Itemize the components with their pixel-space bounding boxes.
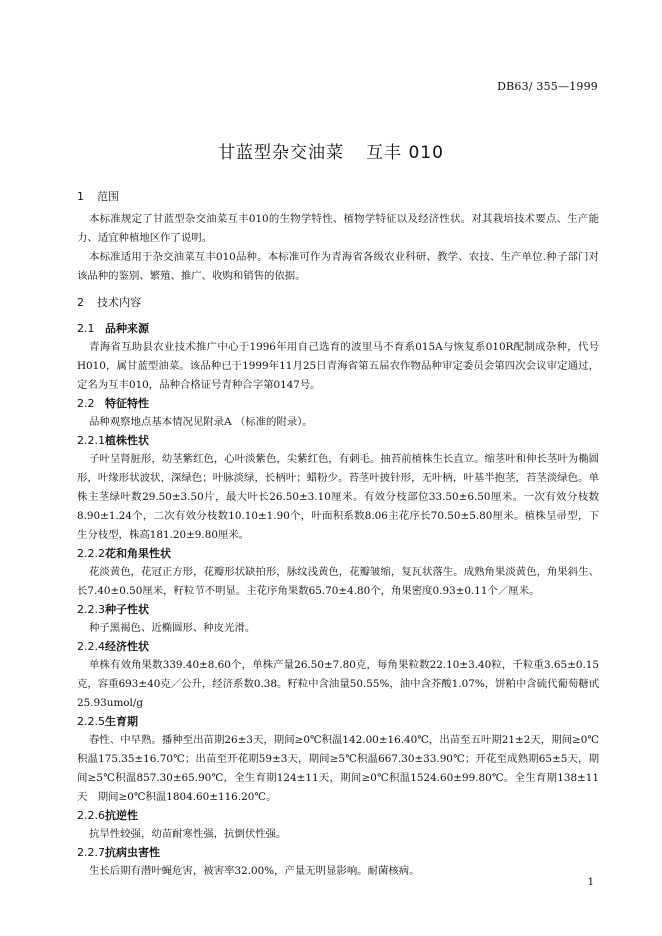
section-title: 品种来源 (105, 322, 149, 335)
page-number: 1 (587, 877, 594, 888)
section-title: 技术内容 (97, 296, 141, 309)
section-heading (77, 713, 599, 731)
paragraph: 本标准适用于杂交油菜互丰010品种。本标准可作为青海省各级农业科研、教学、农技、生产单位.种子部门对该品种的鉴别、繁殖、推广、收购和销售的依据。 (77, 251, 599, 282)
section-heading (77, 545, 599, 563)
section-title: 花和角果性状 (105, 547, 171, 560)
paragraph: 子叶呈肾脏形，幼茎紫红色，心叶淡紫色，尖紫红色，有刺毛。抽苔前植株生长直立。缩茎叶和伸长茎叶为椭圆形，叶缘形状波状，深绿色；叶脉淡绿，长柄叶；蜡粉少。苔茎叶披针形，无叶柄，叶基半抱茎，苔茎淡绿色。单株主茎绿叶数29.50±3.50片，最大叶长26.50±3.10厘米。有效分枝部位33.50±6.50厘米。一次有效分枝数8.90±1.24个，二次有效分枝数10.10±1.90个，叶面积系数8.06主花序长70.50±5.80厘米。植株呈帚型，下生分枝型，株高181.20±9.80厘米。 (77, 453, 599, 541)
title-variety: 互丰 010 (366, 143, 444, 163)
section-heading (77, 395, 599, 413)
section-number: 2.2.5 (77, 715, 105, 728)
section-title: 特征特性 (105, 397, 149, 410)
section-number: 2.2.3 (77, 603, 105, 616)
section-number: 2.2.2 (77, 547, 105, 560)
section-heading (77, 844, 599, 862)
paragraph: 种子黑褐色、近椭圆形、种皮光滑。 (89, 622, 256, 634)
section-title: 经济性状 (105, 640, 149, 653)
section-heading (77, 294, 599, 312)
paragraph: 品种观察地点基本情况见附录A （标准的附录）。 (89, 416, 313, 428)
section-title: 种子性状 (105, 603, 149, 616)
section-title: 生育期 (105, 715, 138, 728)
section-heading (77, 601, 599, 619)
paragraph: 单株有效角果数339.40±8.60个，单株产量26.50±7.80克，每角果粒数22.10±3.40粒，千粒重3.65±0.15克，容重693±40克／公升，经济系数0.38。籽粒中含油量50.55%，油中含芥酸1.07%，饼粕中含硫代葡萄糖甙25.93umol/g (77, 659, 599, 709)
paragraph: 本标准规定了甘蓝型杂交油菜互丰010的生物学特性、植物学特征以及经济性状。对其栽培技术要点、生产能力、适宜种植地区作了说明。 (77, 213, 599, 244)
section-title: 范围 (97, 190, 119, 203)
section-title: 植株性状 (105, 434, 149, 447)
paragraph: 抗旱性较强，幼苗耐寒性强，抗倒伏性强。 (89, 828, 287, 840)
paragraph: 春性、中早熟。播种至出苗期26±3天，期间≥0℃积温142.00±16.40℃，出苗至五叶期21±2天，期间≥0℃积温175.35±16.70℃；出苗至开花期59±3天，期间≥5℃积温667.30±33.90℃；开花至成熟期65±5天，期间≥5℃积温857.30±65.90℃，全生育期124±11天，期间≥0℃积温1524.60±99.80℃。全生育期138±11天 期间≥0℃积温1804.60±116.20℃。 (77, 734, 599, 803)
section-number: 2.2 (77, 397, 95, 410)
paragraph: 生长后期有潜叶蝇危害，被害率32.00%，产量无明显影响。耐菌核病。 (89, 865, 420, 877)
section-number: 2.2.1 (77, 434, 105, 447)
document-title (0, 138, 662, 163)
paragraph: 花淡黄色，花冠正方形，花瓣形状缺拍形，脉纹浅黄色，花瓣皱缩，复瓦状落生。成熟角果淡黄色，角果斜生、长7.40±0.50厘米，籽粒节不明显。主花序角果数65.70±4.80个，角果密度0.93±0.11个／厘米。 (77, 566, 599, 597)
title-main: 甘蓝型杂交油菜 (218, 143, 345, 163)
section-title: 抗病虫害性 (105, 846, 160, 859)
section-heading (77, 432, 599, 450)
section-number: 2.1 (77, 322, 95, 335)
section-number: 2.2.4 (77, 640, 105, 653)
section-heading (77, 188, 599, 206)
section-number: 2.2.6 (77, 809, 105, 822)
section-heading (77, 320, 599, 338)
section-number: 2.2.7 (77, 846, 105, 859)
standard-code: DB63/ 355—1999 (497, 80, 598, 93)
section-number: 1 (77, 190, 84, 203)
document-body (77, 188, 599, 881)
section-title: 抗逆性 (105, 809, 138, 822)
section-heading (77, 638, 599, 656)
section-number: 2 (77, 296, 84, 309)
section-heading (77, 807, 599, 825)
paragraph: 青海省互助县农业技术推广中心于1996年用自己选育的波里马不育系015A与恢复系010R配制成杂种，代号H010，属甘蓝型油菜。该品种已于1999年11月25日青海省第五届农作物品种审定委员会第四次会议审定通过，定名为互丰010，品种合格证号青种合字第0147号。 (77, 341, 599, 391)
